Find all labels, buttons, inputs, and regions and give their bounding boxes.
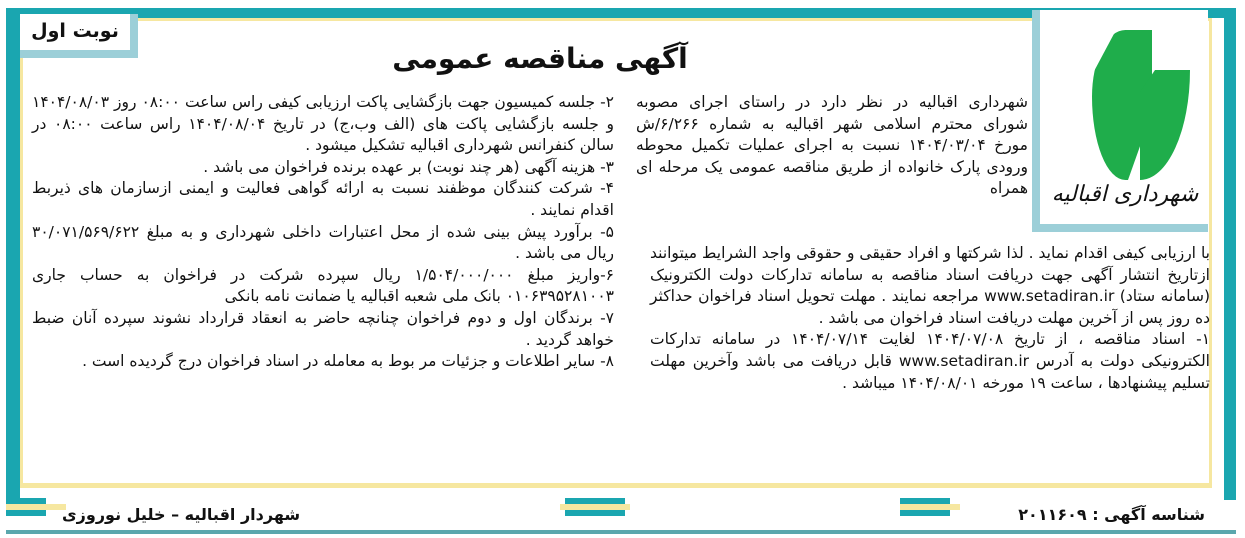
item-3: ۳- هزینه آگهی (هر چند نوبت) بر عهده برنده فراخوان می باشد . [203, 157, 614, 176]
insertion-badge: نوبت اول [20, 14, 138, 58]
item-5: ۵- برآورد پیش بینی شده از محل اعتبارات داخلی شهرداری و به مبلغ ۳۰/۰۷۱/۵۶۹/۶۲۲ ریال می باشد . [32, 222, 614, 263]
item-4: ۴- شرکت کنندگان موظفند نسبت به ارائه گواهی فعالیت و ایمنی ازسازمان های ذیربط اقدام نمایند . [32, 179, 614, 219]
item-7: ۷- برندگان اول و دوم فراخوان چنانچه حاضر به انعقاد قرارداد نشوند سپرده آنان ضبط خواهد گردید . [32, 308, 614, 349]
intro-text-top: شهرداری اقبالیه در نظر دارد در راستای اجرای مصوبه شورای محترم اسلامی شهر اقبالیه به شماره ۶/۲۶۶/ش مورخ ۱۴۰۴/۰۳/۰۴ نسبت به اجرای عملیات تکمیل محوطه ورودی پارک خانواده از طریق مناقصه عمومی یک مرحله ای همراه [636, 93, 1028, 198]
item-2: ۲- جلسه کمیسیون جهت بازگشایی پاکت ارزیابی کیفی راس ساعت ۰۸:۰۰ روز ۱۴۰۴/۰۸/۰۳ و جلسه بازگشایی پاکت های (الف وب،ج) در تاریخ ۱۴۰۴/۰۸/۰۴ راس ساعت ۰۸:۰۰ در سالن کنفرانس شهرداری اقبالیه تشکیل میشود . [32, 93, 614, 155]
conditions-list [32, 92, 614, 373]
logo-leaf-small-icon [1140, 70, 1190, 180]
item-8: ۸- سایر اطلاعات و جزئیات مر بوط به معامله در اسناد فراخوان درج گردیده است . [82, 352, 614, 371]
footer-ornament-middle [560, 498, 630, 528]
logo-text: شهرداری اقبالیه [1051, 182, 1199, 207]
ad-id: شناسه آگهی : ۲۰۱۱۶۰۹ [1018, 505, 1205, 524]
item-6: ۶-واریز مبلغ ۱/۵۰۴/۰۰۰/۰۰۰ ریال سپرده شرکت در فراخوان به حساب جاری ۰۱۰۶۳۹۵۲۸۱۰۰۳ بانک ملی شعبه اقبالیه یا ضمانت نامه بانکی [32, 265, 614, 306]
intro-text-bottom: با ارزیابی کیفی اقدام نماید . لذا شرکتها و افراد حقیقی و حقوقی واجد الشرایط میتوانند ازتاریخ انتشار آگهی جهت دریافت اسناد مناقصه به سامانه تدارکات دولت الکترونیک (سامانه ستاد) www.setadiran.ir مراجعه نمایند . مهلت تحویل اسناد فراخوان حداکثر ده روز پس از آخرین مهلت دریافت اسناد فراخوان می باشد . ۱- اسناد مناقصه ، از تاریخ ۱۴۰۴/۰۷/۰۸ لغایت ۱۴۰۴/۰۷/۱۴ در سامانه تدارکات الکترونیکی دولت به آدرس www.setadiran.ir قابل دریافت می باشد وآخرین مهلت تسلیم پیشنهادها ، ساعت ۱۹ مورخه ۱۴۰۴/۰۸/۰۱ میباشد . [636, 243, 1210, 394]
mayor-signature: شهردار اقبالیه – خلیل نوروزی [62, 505, 301, 524]
item-1: ۱- اسناد مناقصه ، از تاریخ ۱۴۰۴/۰۷/۰۸ لغایت ۱۴۰۴/۰۷/۱۴ در سامانه تدارکات الکترونیکی دولت به آدرس www.setadiran.ir قابل دریافت می باشد وآخرین مهلت تسلیم پیشنهادها ، ساعت ۱۹ مورخه ۱۴۰۴/۰۸/۰۱ میباشد . [650, 330, 1211, 392]
ad-title: آگهی مناقصه عمومی [392, 42, 688, 75]
municipality-logo [1032, 10, 1208, 232]
footer-ornament-right [900, 498, 970, 528]
